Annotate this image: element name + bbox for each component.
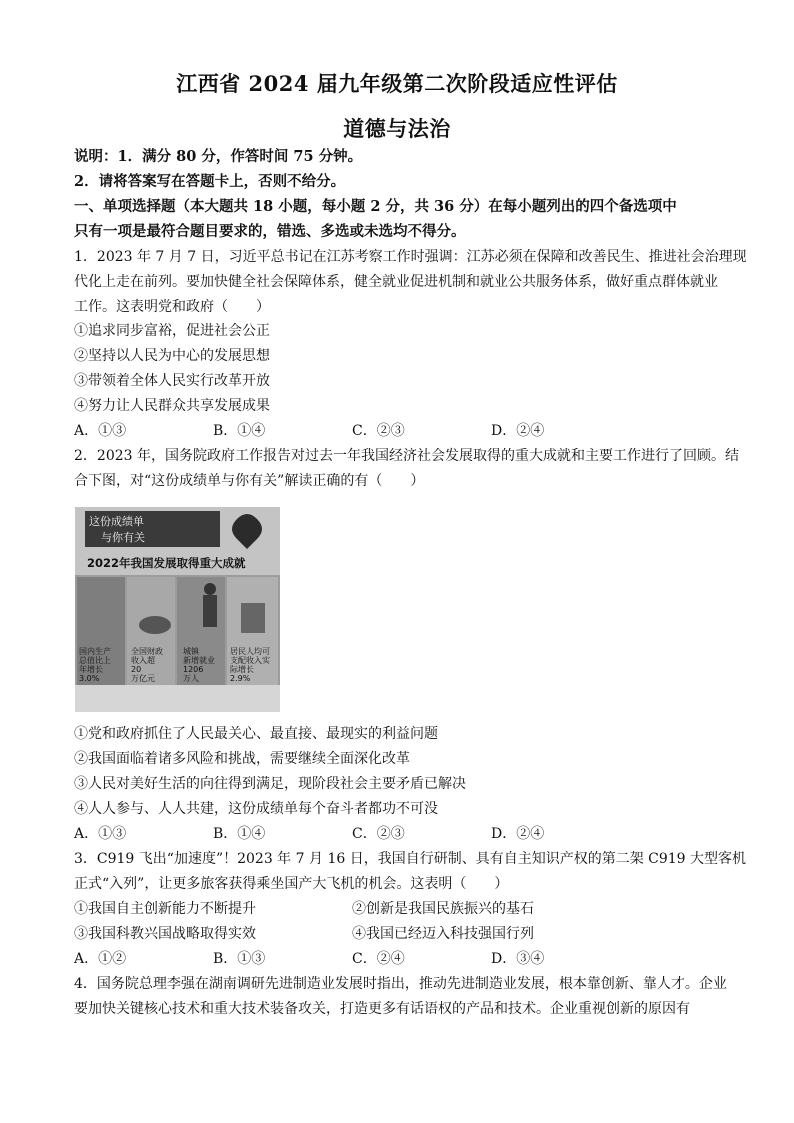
q1-option-c: C．②③	[352, 423, 405, 439]
q2-stem-line-1: 2．2023 年，国务院政府工作报告对过去一年我国经济社会发展取得的重大成就和主要工作进行了回顾。结	[74, 448, 739, 464]
figure-banner-line-2: 与你有关	[101, 531, 145, 544]
q1-option-a: A．①③	[74, 423, 127, 439]
q1-stem-line-1: 1．2023 年 7 月 7 日，习近平总书记在江苏考察工作时强调：江苏必须在保障和改善民生、推进社会治理现	[74, 249, 747, 265]
q2-option-b: B．①④	[213, 826, 266, 842]
q3-option-b: B．①③	[213, 951, 266, 967]
q3-stem-line-2: 正式“入列”，让更多旅客获得乘坐国产大飞机的机会。这表明（ ）	[74, 876, 509, 892]
q1-option-b: B．①④	[213, 423, 266, 439]
figure-banner-line-1: 这份成绩单	[89, 515, 144, 528]
q2-item-2: ②我国面临着诸多风险和挑战，需要继续全面深化改革	[74, 751, 410, 767]
q4-stem-line-2: 要加快关键核心技术和重大技术装备攻关，打造更多有话语权的产品和技术。企业重视创新的原因有	[74, 1001, 690, 1017]
exam-title: 江西省 2024 届九年级第二次阶段适应性评估	[176, 71, 618, 96]
q2-option-c: C．②③	[352, 826, 405, 842]
q1-stem-line-2: 代化上走在前列。要加快健全社会保障体系，健全就业促进机制和就业公共服务体系，做好重点群体就业	[74, 274, 718, 290]
q1-option-d: D．②④	[491, 423, 545, 439]
q2-achievement-figure	[75, 507, 280, 712]
instruction-line-2: 2．请将答案写在答题卡上，否则不给分。	[74, 173, 346, 190]
q3-item-3: ③我国科教兴国战略取得实效	[74, 926, 256, 942]
q1-stem-line-3: 工作。这表明党和政府（ ）	[74, 299, 270, 315]
q2-stem-line-2: 合下图，对“这份成绩单与你有关”解读正确的有（ ）	[74, 473, 425, 489]
figure-heading: 2022年我国发展取得重大成就	[87, 556, 246, 570]
q3-item-1: ①我国自主创新能力不断提升	[74, 901, 256, 917]
section-heading-line-1: 一、单项选择题（本大题共 18 小题，每小题 2 分，共 36 分）在每小题列出的四个备选项中	[74, 198, 677, 215]
q1-item-4: ④努力让人民群众共享发展成果	[74, 398, 270, 414]
q2-option-d: D．②④	[491, 826, 545, 842]
figure-caption-income: 居民人均可 支配收入实 际增长 2.9%	[230, 647, 270, 683]
q3-item-4: ④我国已经迈入科技强国行列	[352, 926, 534, 942]
figure-caption-employment: 城镇 新增就业 1206 万人	[183, 647, 215, 683]
q1-item-1: ①追求同步富裕，促进社会公正	[74, 323, 270, 339]
subject-title: 道德与法治	[343, 116, 451, 141]
q3-option-c: C．②④	[352, 951, 405, 967]
figure-caption-gdp: 国内生产 总值比上 年增长 3.0%	[79, 647, 111, 683]
q3-option-d: D．③④	[491, 951, 545, 967]
q4-stem-line-1: 4．国务院总理李强在湖南调研先进制造业发展时指出，推动先进制造业发展，根本靠创新、靠人才。企业	[74, 976, 727, 992]
section-heading-line-2: 只有一项是最符合题目要求的，错选、多选或未选均不得分。	[74, 223, 466, 240]
q2-item-1: ①党和政府抓住了人民最关心、最直接、最现实的利益问题	[74, 726, 438, 742]
instruction-line-1: 说明：1．满分 80 分，作答时间 75 分钟。	[74, 148, 363, 165]
q1-item-2: ②坚持以人民为中心的发展思想	[74, 348, 270, 364]
q3-stem-line-1: 3．C919 飞出“加速度”！2023 年 7 月 16 日，我国自行研制、具有自主知识产权的第二架 C919 大型客机	[74, 851, 747, 867]
q2-item-3: ③人民对美好生活的向往得到满足，现阶段社会主要矛盾已解决	[74, 776, 466, 792]
q3-item-2: ②创新是我国民族振兴的基石	[352, 901, 534, 917]
q3-option-a: A．①②	[74, 951, 127, 967]
figure-caption-revenue: 全国财政 收入超 20 万亿元	[131, 647, 163, 683]
q2-option-a: A．①③	[74, 826, 127, 842]
q1-item-3: ③带领着全体人民实行改革开放	[74, 373, 270, 389]
q2-item-4: ④人人参与、人人共建，这份成绩单每个奋斗者都功不可没	[74, 801, 438, 817]
